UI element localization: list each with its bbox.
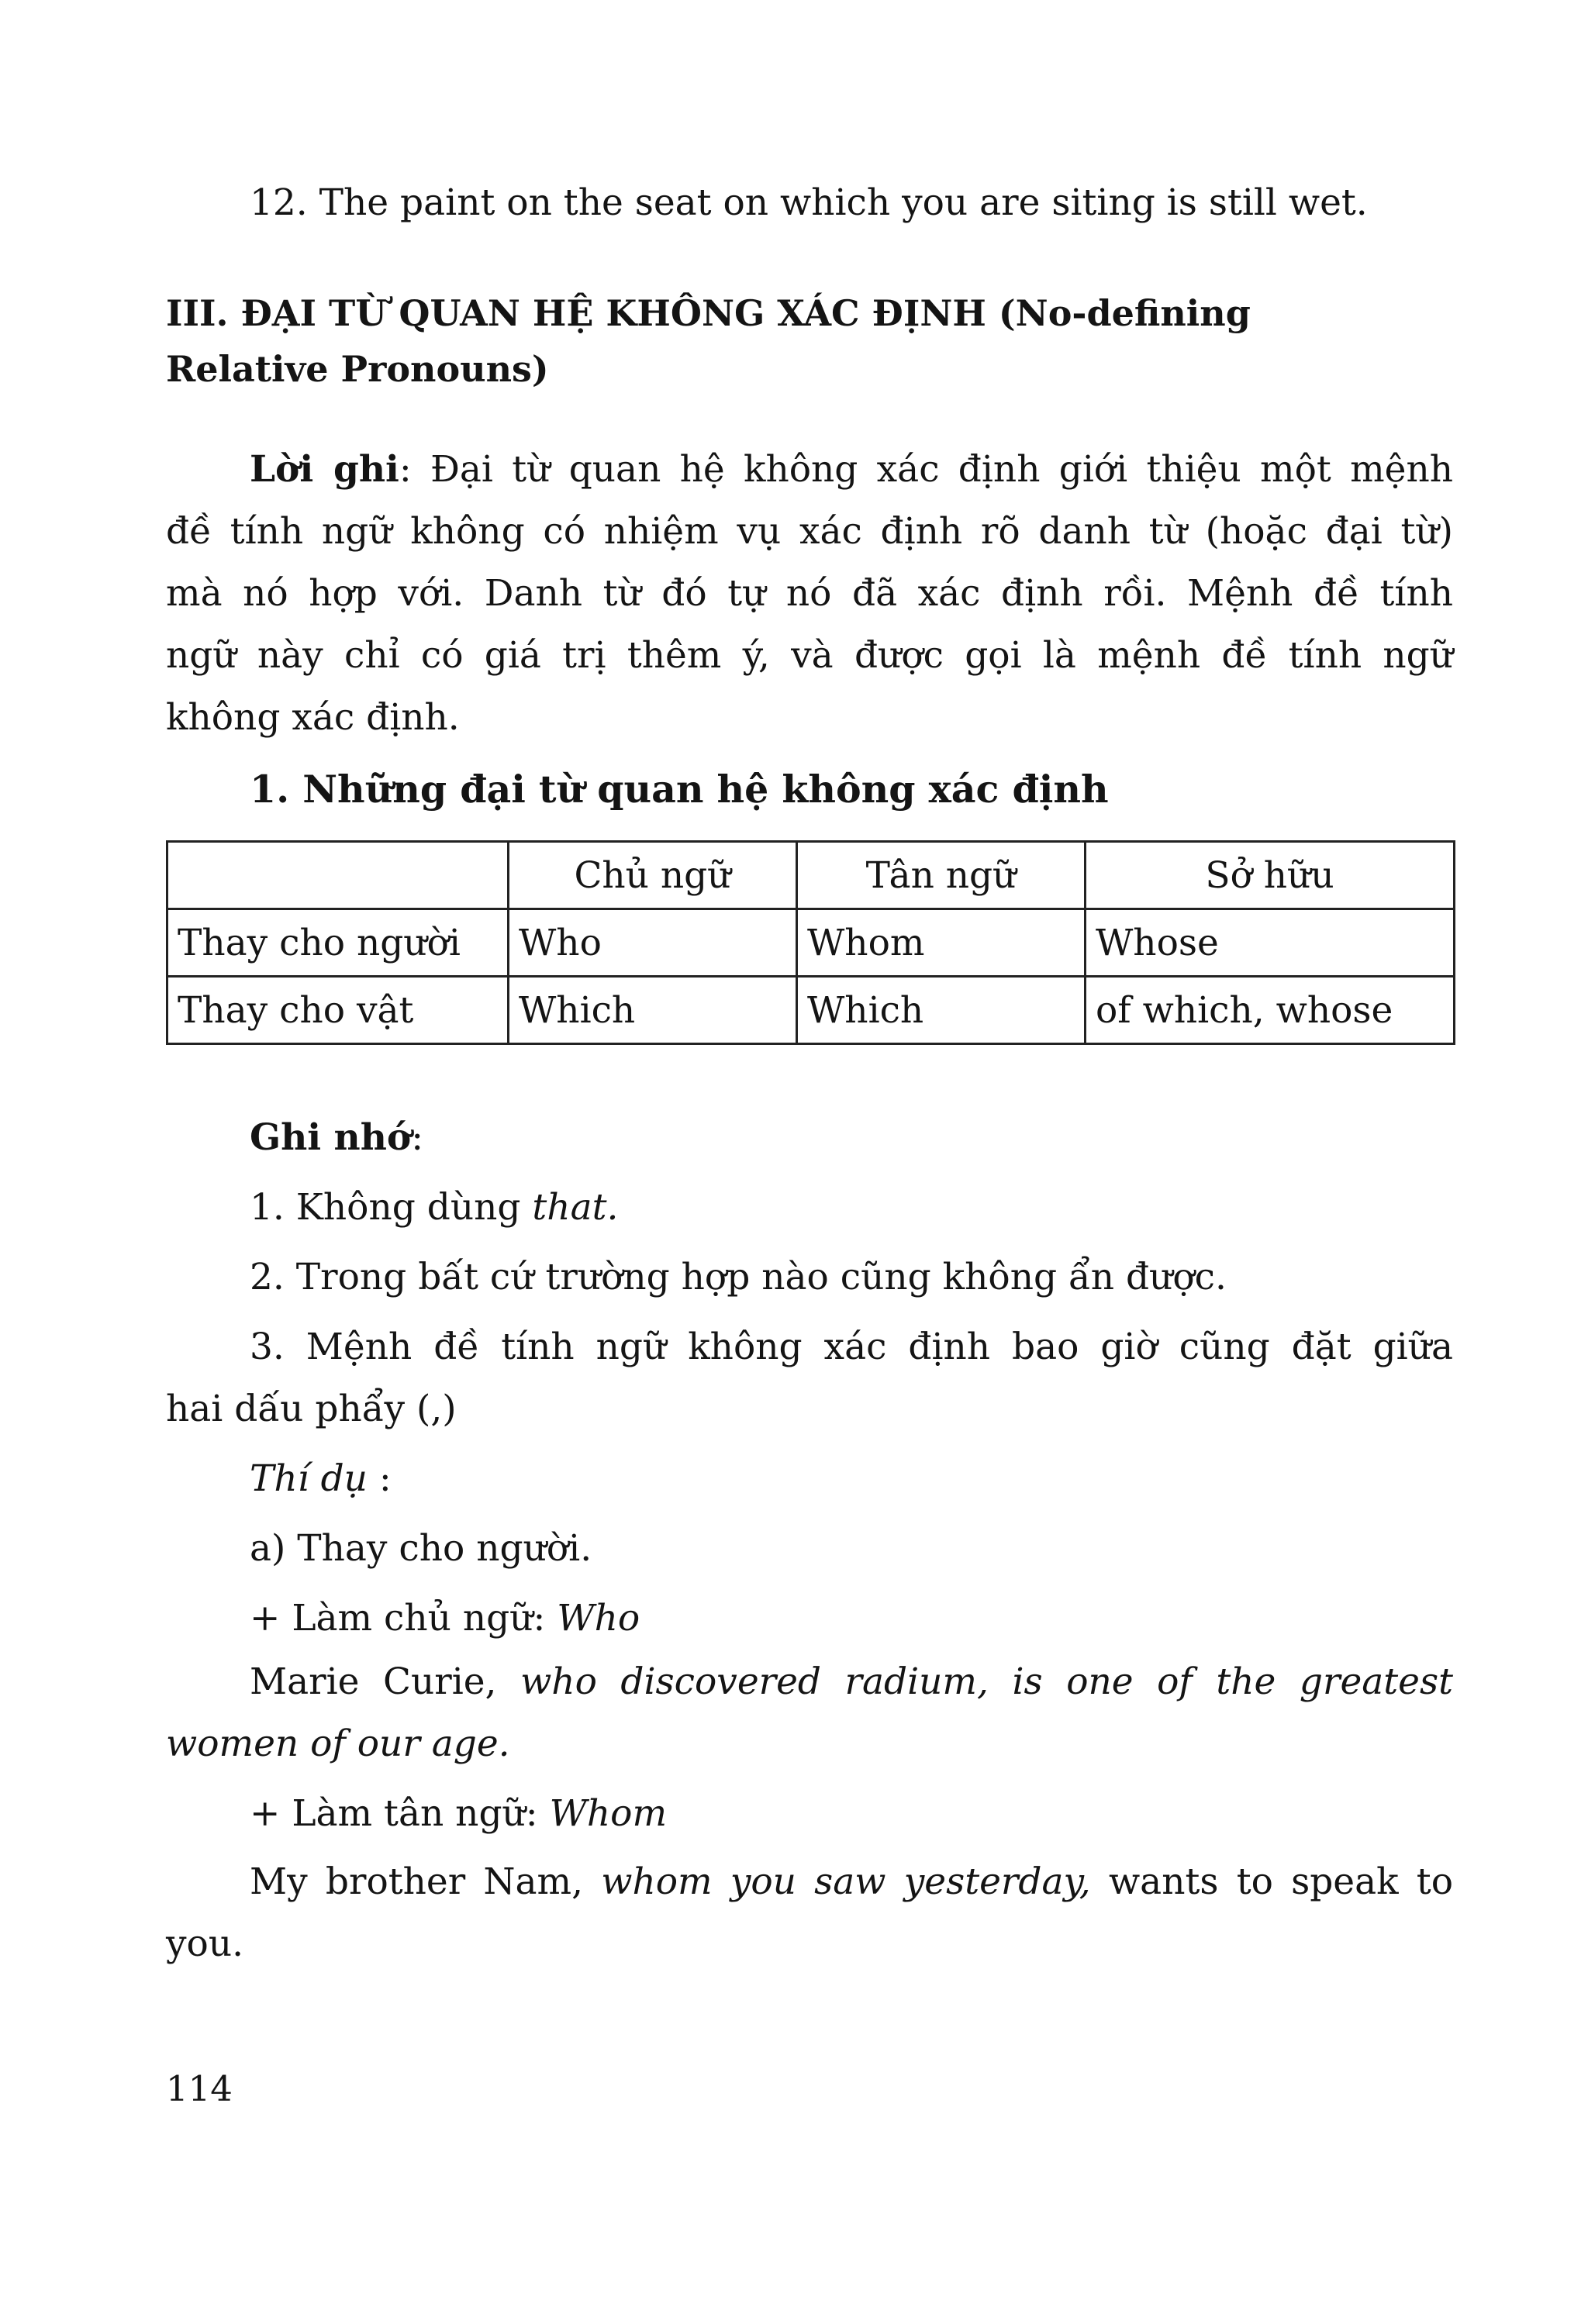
page-number: 114 bbox=[166, 2068, 233, 2109]
table-header-cell: Sở hữu bbox=[1086, 842, 1455, 909]
table-cell: Thay cho người bbox=[167, 909, 509, 977]
example-label: Thí dụ bbox=[250, 1457, 368, 1500]
remember-heading bbox=[250, 1115, 423, 1161]
example-sentence-2-line-1 bbox=[250, 1859, 1453, 1905]
table-cell: Thay cho vật bbox=[167, 977, 509, 1044]
table-cell: Whom bbox=[797, 909, 1086, 977]
remember-item-1 bbox=[250, 1184, 618, 1231]
example-subject-text: + Làm chủ ngữ: bbox=[250, 1597, 558, 1640]
example-sentence-2-text: My brother Nam, bbox=[250, 1860, 602, 1903]
relative-pronoun-table bbox=[166, 840, 1455, 1045]
example-object-word: Whom bbox=[549, 1792, 668, 1835]
table-row bbox=[167, 909, 1455, 977]
note-line-3: mà nó hợp với. Danh từ đó tự nó đã xác định rồi. Mệnh đề tính bbox=[166, 572, 1453, 615]
note-label: Lời ghi bbox=[250, 448, 399, 491]
example-subject bbox=[250, 1595, 640, 1642]
table-cell: Which bbox=[509, 977, 797, 1044]
example-object-text: + Làm tân ngữ: bbox=[250, 1792, 550, 1835]
table-cell: Which bbox=[797, 977, 1086, 1044]
note-line-1 bbox=[250, 447, 1453, 493]
remember-label: Ghi nhớ bbox=[250, 1116, 412, 1159]
example-colon: : bbox=[367, 1457, 392, 1500]
example-sentence-1-text: Marie Curie, bbox=[250, 1660, 521, 1703]
example-subject-word: Who bbox=[557, 1597, 640, 1640]
remember-item-1-text: 1. Không dùng bbox=[250, 1186, 533, 1229]
table-row bbox=[167, 977, 1455, 1044]
note-line-5: không xác định. bbox=[166, 696, 460, 739]
example-sentence-2-italic: whom you saw yesterday, bbox=[601, 1860, 1091, 1903]
example-sentence-2-text-end: wants to speak to bbox=[1090, 1860, 1453, 1903]
table-header-row bbox=[167, 842, 1455, 909]
example-sentence-1-line-1 bbox=[250, 1659, 1453, 1705]
section-heading bbox=[166, 285, 1453, 397]
example-sentence-1-line-2: women of our age. bbox=[166, 1722, 510, 1765]
note-line-4: ngữ này chỉ có giá trị thêm ý, và được gọi là mệnh đề tính ngữ bbox=[166, 634, 1453, 677]
note-line1-text: : Đại từ quan hệ không xác định giới thiệu một mệnh bbox=[399, 448, 1453, 491]
remember-item-3-line-1: 3. Mệnh đề tính ngữ không xác định bao giờ cũng đặt giữa bbox=[250, 1326, 1453, 1368]
table-header-cell: Chủ ngữ bbox=[509, 842, 797, 909]
subheading: 1. Những đại từ quan hệ không xác định bbox=[250, 767, 1109, 812]
remember-item-1-keyword: that. bbox=[532, 1186, 619, 1229]
remember-colon: : bbox=[411, 1116, 424, 1159]
table-header-cell bbox=[167, 842, 509, 909]
example-object bbox=[250, 1791, 667, 1837]
example-a: a) Thay cho người. bbox=[250, 1527, 592, 1570]
table-cell: Who bbox=[509, 909, 797, 977]
exercise-item-12: 12. The paint on the seat on which you are siting is still wet. bbox=[250, 181, 1368, 224]
example-heading bbox=[250, 1456, 392, 1502]
section-heading-line1: III. ĐẠI TỪ QUAN HỆ KHÔNG XÁC ĐỊNH (No-defining bbox=[166, 292, 1251, 334]
section-heading-line2: Relative Pronouns) bbox=[166, 348, 549, 390]
table-cell: Whose bbox=[1086, 909, 1455, 977]
example-sentence-1-italic: who discovered radium, is one of the greatest bbox=[520, 1660, 1453, 1703]
table-cell: of which, whose bbox=[1086, 977, 1455, 1044]
table-header-cell: Tân ngữ bbox=[797, 842, 1086, 909]
note-line-2: đề tính ngữ không có nhiệm vụ xác định rõ danh từ (hoặc đại từ) bbox=[166, 510, 1453, 553]
remember-item-3-line-2: hai dấu phẩy (,) bbox=[166, 1388, 457, 1430]
example-sentence-2-line-2: you. bbox=[166, 1922, 244, 1965]
remember-item-2: 2. Trong bất cứ trường hợp nào cũng không ẩn được. bbox=[250, 1256, 1227, 1298]
